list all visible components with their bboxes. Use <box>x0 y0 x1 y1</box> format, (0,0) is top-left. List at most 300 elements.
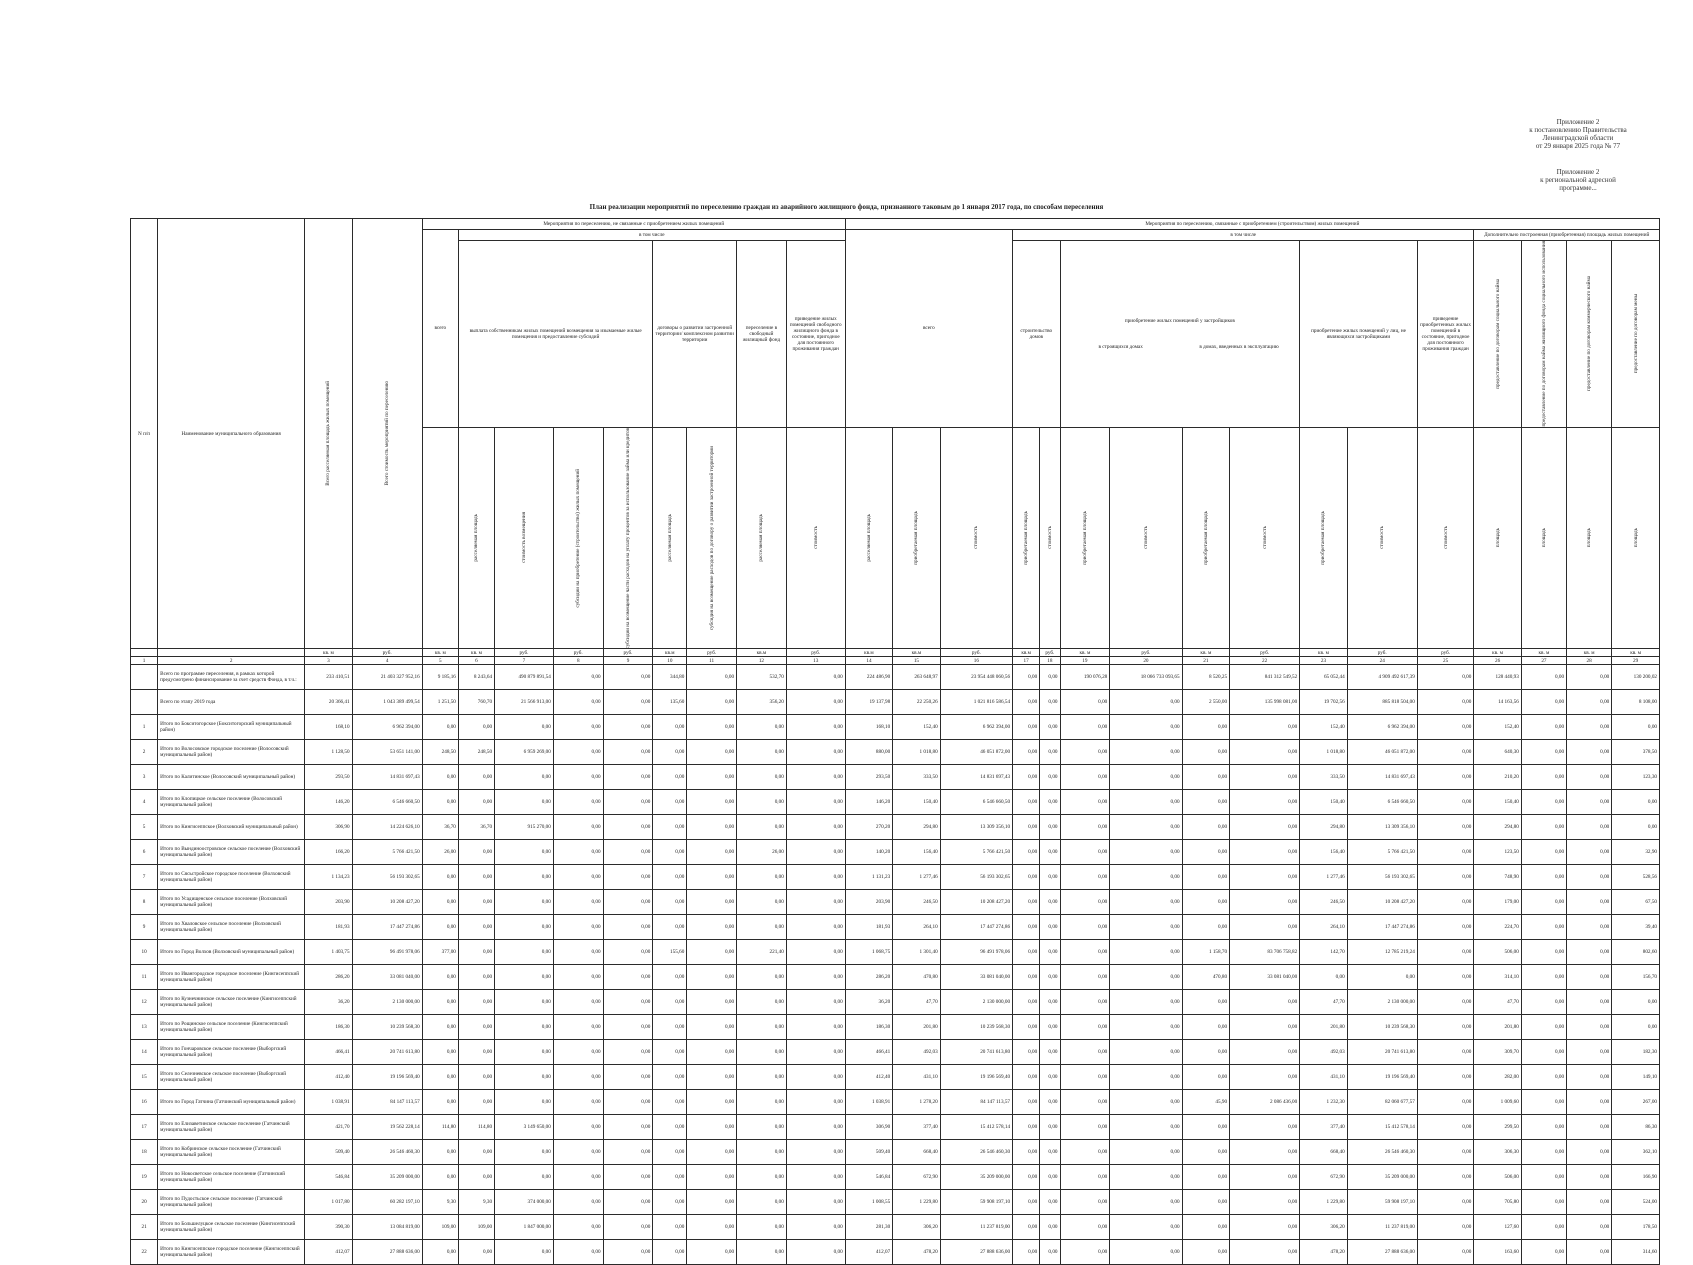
table-row <box>131 690 1660 715</box>
value-cell: 412,40 <box>305 1065 352 1090</box>
value-cell: 0,00 <box>786 1040 845 1065</box>
value-cell: 201,80 <box>1300 1015 1347 1040</box>
value-cell: 0,00 <box>1182 1015 1229 1040</box>
value-cell: 314,10 <box>1474 965 1521 990</box>
value-cell: 0,00 <box>653 1115 687 1140</box>
value-cell: 2 130 000,00 <box>352 990 422 1015</box>
value-cell: 0,00 <box>653 1240 687 1265</box>
value-cell: 0,00 <box>495 990 554 1015</box>
value-cell: 67,50 <box>1612 890 1660 915</box>
value-cell: 0,00 <box>1110 1215 1182 1240</box>
value-cell: 0,00 <box>1110 1065 1182 1090</box>
value-cell: 27 888 636,00 <box>940 1240 1012 1265</box>
value-cell: 123,30 <box>1612 765 1660 790</box>
value-cell: 0,00 <box>603 790 653 815</box>
municipality-name: Итого по Город Волхов (Волховский муниципальный район) <box>158 940 305 965</box>
value-cell: 0,00 <box>1013 715 1040 740</box>
column-number-cell: 15 <box>893 657 940 665</box>
value-cell: 0,00 <box>1013 890 1040 915</box>
value-cell: 0,00 <box>1060 965 1110 990</box>
value-cell: 0,00 <box>553 915 603 940</box>
value-cell: 149,10 <box>1612 1065 1660 1090</box>
value-cell: 0,00 <box>1013 1215 1040 1240</box>
value-cell: 270,20 <box>845 815 892 840</box>
value-cell: 150,40 <box>1474 790 1521 815</box>
value-cell: 19 196 569,40 <box>940 1065 1012 1090</box>
value-cell: 0,00 <box>603 990 653 1015</box>
appendix-line: к постановлению Правительства <box>1529 126 1627 134</box>
value-cell: 163,60 <box>1474 1240 1521 1265</box>
value-cell: 0,00 <box>1182 915 1229 940</box>
value-cell: 0,00 <box>687 990 737 1015</box>
value-cell: 0,00 <box>1230 890 1300 915</box>
value-cell: 0,00 <box>1521 1190 1566 1215</box>
value-cell: 0,00 <box>1182 865 1229 890</box>
row-number: 7 <box>131 865 158 890</box>
column-number-cell: 21 <box>1182 657 1229 665</box>
value-cell: 0,00 <box>737 1165 787 1190</box>
value-cell: 19 196 569,40 <box>352 1065 422 1090</box>
municipality-name: Всего по программе переселения, в рамках которой предусмотрено финансирование за счет средств Фонда, в т.ч.: <box>158 665 305 690</box>
value-cell: 0,00 <box>1230 715 1300 740</box>
value-cell: 1 251,50 <box>422 690 458 715</box>
value-cell: 203,90 <box>845 890 892 915</box>
value-cell: 8 243,64 <box>458 665 494 690</box>
value-cell: 0,00 <box>1013 1190 1040 1215</box>
municipality-name: Итого по Хваловское сельское поселение (Волховский муниципальный район) <box>158 915 305 940</box>
a-payout-header: выплата собственникам жилых помещений возмещения за изымаемые жилые помещения и предоставление субсидий <box>458 241 652 428</box>
value-cell: 0,00 <box>1417 665 1474 690</box>
b-bring-header: приведение приобретенных жилых помещений в состояние, пригодное для постоянного проживания граждан <box>1417 241 1474 428</box>
units-cell: кв.м <box>893 649 940 657</box>
value-cell: 0,00 <box>687 1140 737 1165</box>
value-cell: 0,00 <box>1040 915 1060 940</box>
value-cell: 0,00 <box>553 990 603 1015</box>
column-number-cell: 6 <box>458 657 494 665</box>
value-cell: 281,30 <box>845 1215 892 1240</box>
value-cell: 478,20 <box>1300 1240 1347 1265</box>
value-cell: 0,00 <box>553 1015 603 1040</box>
value-cell: 32,90 <box>1612 840 1660 865</box>
value-cell: 0,00 <box>1230 915 1300 940</box>
value-cell: 0,00 <box>1060 1040 1110 1065</box>
row-number: 11 <box>131 965 158 990</box>
value-cell: 0,00 <box>653 815 687 840</box>
value-cell: 179,00 <box>1474 890 1521 915</box>
value-cell: 0,00 <box>1110 740 1182 765</box>
value-cell: 748,90 <box>1474 865 1521 890</box>
sub-header: стоимость <box>1417 427 1474 649</box>
value-cell: 82 060 677,57 <box>1347 1090 1417 1115</box>
value-cell: 431,10 <box>893 1065 940 1090</box>
a-contract-header: договоры о развитии застроенной территории/ комплексном развитии территории <box>653 241 737 428</box>
table-row <box>131 665 1660 690</box>
value-cell: 0,00 <box>1230 1215 1300 1240</box>
value-cell: 0,00 <box>737 965 787 990</box>
value-cell: 0,00 <box>1013 765 1040 790</box>
value-cell: 0,00 <box>1521 915 1566 940</box>
value-cell: 0,00 <box>1040 740 1060 765</box>
value-cell: 0,00 <box>687 765 737 790</box>
value-cell: 0,00 <box>687 740 737 765</box>
value-cell: 0,00 <box>1230 790 1300 815</box>
program-line: Приложение 2 <box>1556 168 1600 176</box>
value-cell: 0,00 <box>786 840 845 865</box>
value-cell: 0,00 <box>653 840 687 865</box>
value-cell: 86,30 <box>1612 1115 1660 1140</box>
row-number: 14 <box>131 1040 158 1065</box>
value-cell: 36,70 <box>458 815 494 840</box>
row-number: 6 <box>131 840 158 865</box>
value-cell: 0,00 <box>687 1240 737 1265</box>
column-number-cell: 19 <box>1060 657 1110 665</box>
value-cell: 47,70 <box>893 990 940 1015</box>
value-cell: 0,00 <box>653 1165 687 1190</box>
value-cell: 14 831 697,43 <box>352 765 422 790</box>
municipality-name: Итого по Гончаровское сельское поселение (Выборгский муниципальный район) <box>158 1040 305 1065</box>
value-cell: 0,00 <box>1013 815 1040 840</box>
value-cell: 246,50 <box>893 890 940 915</box>
sub-header: приобретаемая площадь <box>893 427 940 649</box>
value-cell: 26 546 460,30 <box>940 1140 1012 1165</box>
value-cell: 45,90 <box>1182 1090 1229 1115</box>
table-row <box>131 1190 1660 1215</box>
column-number-cell: 29 <box>1612 657 1660 665</box>
value-cell: 27 888 636,00 <box>1347 1240 1417 1265</box>
value-cell: 146,20 <box>845 790 892 815</box>
value-cell: 6 962 394,00 <box>352 715 422 740</box>
value-cell: 0,00 <box>1060 1115 1110 1140</box>
value-cell: 0,00 <box>422 865 458 890</box>
value-cell: 0,00 <box>603 965 653 990</box>
value-cell: 0,00 <box>1230 1015 1300 1040</box>
value-cell: 0,00 <box>1040 865 1060 890</box>
value-cell: 33 081 040,00 <box>1230 965 1300 990</box>
value-cell: 333,50 <box>1300 765 1347 790</box>
value-cell: 0,00 <box>737 990 787 1015</box>
municipality-name: Итого по Рощинское сельское поселение (Кингисеппский муниципальный район) <box>158 1015 305 1040</box>
value-cell: 168,10 <box>305 715 352 740</box>
value-cell: 84 147 113,57 <box>940 1090 1012 1115</box>
value-cell: 0,00 <box>1521 1040 1566 1065</box>
value-cell: 0,00 <box>1060 890 1110 915</box>
row-number <box>131 690 158 715</box>
value-cell: 0,00 <box>458 990 494 1015</box>
value-cell: 0,00 <box>603 665 653 690</box>
document-title: План реализации мероприятий по переселению граждан из аварийного жилищного фонда, признанного таковым до 1 января 2017 года, по способам переселения <box>589 203 1104 211</box>
value-cell: 841 312 549,52 <box>1230 665 1300 690</box>
resettlement-plan-table <box>130 218 1660 1265</box>
value-cell: 233 410,51 <box>305 665 352 690</box>
row-number: 18 <box>131 1140 158 1165</box>
value-cell: 9,30 <box>458 1190 494 1215</box>
value-cell: 0,00 <box>1040 790 1060 815</box>
value-cell: 0,00 <box>603 1015 653 1040</box>
value-cell: 0,00 <box>553 840 603 865</box>
value-cell: 0,00 <box>1230 815 1300 840</box>
value-cell: 152,40 <box>1474 715 1521 740</box>
value-cell: 0,00 <box>1182 715 1229 740</box>
value-cell: 20 741 613,80 <box>1347 1040 1417 1065</box>
value-cell: 0,00 <box>1060 740 1110 765</box>
col-area-header: Всего расселяемая площадь жилых помещений <box>305 219 352 649</box>
sub-header: приобретаемая площадь <box>1013 427 1040 649</box>
value-cell: 56 193 302,65 <box>352 865 422 890</box>
table-row <box>131 740 1660 765</box>
value-cell: 33 081 040,00 <box>940 965 1012 990</box>
value-cell: 0,00 <box>1040 690 1060 715</box>
value-cell: 0,00 <box>1182 1140 1229 1165</box>
value-cell: 0,00 <box>458 1140 494 1165</box>
value-cell: 2 130 000,00 <box>940 990 1012 1015</box>
column-number-cell: 22 <box>1230 657 1300 665</box>
value-cell: 10 239 568,30 <box>1347 1015 1417 1040</box>
value-cell: 0,00 <box>1567 665 1612 690</box>
value-cell: 0,00 <box>687 1215 737 1240</box>
value-cell: 190 076,28 <box>1060 665 1110 690</box>
value-cell: 0,00 <box>737 1040 787 1065</box>
program-line: к региональной адресной программе... <box>1540 176 1616 192</box>
value-cell: 0,00 <box>1417 815 1474 840</box>
value-cell: 293,50 <box>305 765 352 790</box>
value-cell: 53 651 141,00 <box>352 740 422 765</box>
value-cell: 0,00 <box>1040 1115 1060 1140</box>
units-cell <box>131 649 158 657</box>
value-cell: 0,00 <box>1110 965 1182 990</box>
value-cell: 15 412 578,14 <box>1347 1115 1417 1140</box>
value-cell: 0,00 <box>458 915 494 940</box>
b-from-persons-header: приобретение жилых помещений у лиц, не являющихся застройщиками <box>1300 241 1418 428</box>
value-cell: 0,00 <box>1013 1015 1040 1040</box>
value-cell: 19 137,98 <box>845 690 892 715</box>
value-cell: 0,00 <box>458 865 494 890</box>
value-cell: 150,40 <box>893 790 940 815</box>
value-cell: 0,00 <box>737 1190 787 1215</box>
value-cell: 0,00 <box>1521 1115 1566 1140</box>
value-cell: 0,00 <box>1567 1065 1612 1090</box>
table-row <box>131 865 1660 890</box>
value-cell: 0,00 <box>1521 840 1566 865</box>
appendix-header <box>1523 118 1633 150</box>
b-in-progress-label: в строящихся домах <box>1098 343 1143 350</box>
value-cell: 0,00 <box>653 740 687 765</box>
value-cell: 0,00 <box>653 965 687 990</box>
column-number-cell: 2 <box>158 657 305 665</box>
row-number: 21 <box>131 1215 158 1240</box>
value-cell: 0,00 <box>737 1015 787 1040</box>
value-cell: 0,00 <box>1060 1240 1110 1265</box>
value-cell: 0,00 <box>1060 1215 1110 1240</box>
value-cell: 0,00 <box>1060 765 1110 790</box>
value-cell: 0,00 <box>1013 840 1040 865</box>
extra-3-header: предоставление по договорам коммерческого найма <box>1567 241 1612 428</box>
row-number: 22 <box>131 1240 158 1265</box>
value-cell: 246,50 <box>1300 890 1347 915</box>
extra-group-header: Дополнительно построенная (приобретенная) площадь жилых помещений <box>1474 230 1660 241</box>
units-cell: руб. <box>352 649 422 657</box>
row-number: 13 <box>131 1015 158 1040</box>
value-cell: 0,00 <box>1417 1065 1474 1090</box>
appendix-line: Приложение 2 <box>1556 118 1600 126</box>
value-cell: 0,00 <box>495 1165 554 1190</box>
value-cell: 0,00 <box>687 1065 737 1090</box>
value-cell: 0,00 <box>737 765 787 790</box>
value-cell: 0,00 <box>737 1090 787 1115</box>
value-cell: 0,00 <box>1060 1015 1110 1040</box>
col-cost-header: Всего стоимость мероприятий по переселению <box>352 219 422 649</box>
value-cell: 0,00 <box>553 1065 603 1090</box>
value-cell: 0,00 <box>737 890 787 915</box>
value-cell: 0,00 <box>1060 940 1110 965</box>
value-cell: 35 209 000,00 <box>352 1165 422 1190</box>
value-cell: 0,00 <box>1417 890 1474 915</box>
value-cell: 0,00 <box>1417 1015 1474 1040</box>
value-cell: 8 108,00 <box>1612 690 1660 715</box>
value-cell: 39,40 <box>1612 915 1660 940</box>
column-number-cell: 13 <box>786 657 845 665</box>
value-cell: 0,00 <box>1417 1190 1474 1215</box>
value-cell: 0,00 <box>786 715 845 740</box>
table-row <box>131 1115 1660 1140</box>
value-cell: 0,00 <box>1417 1140 1474 1165</box>
value-cell: 0,00 <box>737 1215 787 1240</box>
units-cell: кв.м <box>845 649 892 657</box>
value-cell: 0,00 <box>422 965 458 990</box>
column-number-cell: 18 <box>1040 657 1060 665</box>
value-cell: 640,30 <box>1474 740 1521 765</box>
value-cell: 59 908 197,10 <box>1347 1190 1417 1215</box>
value-cell: 0,00 <box>1013 865 1040 890</box>
sub-header: стоимость возмещения <box>495 427 554 649</box>
municipality-name: Итого по Усадищенское сельское поселение (Волховский муниципальный район) <box>158 890 305 915</box>
value-cell: 10 208 427,20 <box>352 890 422 915</box>
value-cell: 264,10 <box>1300 915 1347 940</box>
value-cell: 0,00 <box>786 1165 845 1190</box>
units-cell: кв.м <box>1013 649 1040 657</box>
value-cell: 0,00 <box>495 1140 554 1165</box>
value-cell: 0,00 <box>1230 740 1300 765</box>
value-cell: 0,00 <box>1060 815 1110 840</box>
value-cell: 2 086 436,00 <box>1230 1090 1300 1115</box>
value-cell: 0,00 <box>1417 1240 1474 1265</box>
value-cell: 14 224 626,10 <box>352 815 422 840</box>
value-cell: 26,00 <box>737 840 787 865</box>
value-cell: 492,03 <box>1300 1040 1347 1065</box>
value-cell: 0,00 <box>1040 890 1060 915</box>
value-cell: 412,07 <box>305 1240 352 1265</box>
value-cell: 490 879 891,54 <box>495 665 554 690</box>
value-cell: 36,20 <box>305 990 352 1015</box>
row-number: 8 <box>131 890 158 915</box>
value-cell: 27 888 636,00 <box>352 1240 422 1265</box>
value-cell: 0,00 <box>786 940 845 965</box>
value-cell: 156,70 <box>1612 965 1660 990</box>
value-cell: 0,00 <box>687 965 737 990</box>
value-cell: 0,00 <box>458 715 494 740</box>
value-cell: 0,00 <box>1060 865 1110 890</box>
value-cell: 0,00 <box>1230 1165 1300 1190</box>
value-cell: 0,00 <box>1060 1090 1110 1115</box>
value-cell: 35 209 000,00 <box>940 1165 1012 1190</box>
column-number-cell: 14 <box>845 657 892 665</box>
value-cell: 0,00 <box>1567 1040 1612 1065</box>
row-number: 9 <box>131 915 158 940</box>
value-cell: 0,00 <box>1040 815 1060 840</box>
value-cell: 36,20 <box>845 990 892 1015</box>
value-cell: 0,00 <box>603 715 653 740</box>
row-number: 20 <box>131 1190 158 1215</box>
value-cell: 546,84 <box>305 1165 352 1190</box>
value-cell: 0,00 <box>1230 840 1300 865</box>
value-cell: 46 051 872,00 <box>940 740 1012 765</box>
value-cell: 0,00 <box>1040 990 1060 1015</box>
value-cell: 0,00 <box>458 1165 494 1190</box>
value-cell: 470,80 <box>893 965 940 990</box>
value-cell: 0,00 <box>422 1165 458 1190</box>
value-cell: 0,00 <box>653 890 687 915</box>
value-cell: 0,00 <box>458 765 494 790</box>
column-number-cell: 5 <box>422 657 458 665</box>
value-cell: 0,00 <box>1182 890 1229 915</box>
units-cell: руб. <box>1230 649 1300 657</box>
table-row <box>131 1015 1660 1040</box>
value-cell: 0,00 <box>786 1065 845 1090</box>
value-cell: 0,00 <box>1567 840 1612 865</box>
value-cell: 0,00 <box>1110 1115 1182 1140</box>
value-cell: 0,00 <box>422 890 458 915</box>
value-cell: 4 909 492 617,39 <box>1347 665 1417 690</box>
value-cell: 0,00 <box>1110 815 1182 840</box>
units-cell: кв. м <box>1060 649 1110 657</box>
value-cell: 0,00 <box>1230 1065 1300 1090</box>
value-cell: 0,00 <box>1521 715 1566 740</box>
sub-header: расселяемая площадь <box>653 427 687 649</box>
sub-header: субсидии на приобретение (строительство) жилых помещений <box>553 427 603 649</box>
value-cell: 15 412 578,14 <box>940 1115 1012 1140</box>
value-cell: 0,00 <box>687 715 737 740</box>
value-cell: 0,00 <box>737 865 787 890</box>
row-number: 5 <box>131 815 158 840</box>
value-cell: 0,00 <box>603 1190 653 1215</box>
value-cell: 9 185,16 <box>422 665 458 690</box>
value-cell: 0,00 <box>653 1040 687 1065</box>
value-cell: 760,70 <box>458 690 494 715</box>
value-cell: 123,50 <box>1474 840 1521 865</box>
value-cell: 0,00 <box>1060 840 1110 865</box>
value-cell: 0,00 <box>1567 1015 1612 1040</box>
value-cell: 0,00 <box>687 1015 737 1040</box>
value-cell: 203,90 <box>305 890 352 915</box>
value-cell: 0,00 <box>1521 1165 1566 1190</box>
value-cell: 0,00 <box>1417 840 1474 865</box>
group-a-sub-header: в том числе <box>458 230 845 241</box>
value-cell: 0,00 <box>1567 1215 1612 1240</box>
value-cell: 0,00 <box>786 1215 845 1240</box>
value-cell: 0,00 <box>1040 1040 1060 1065</box>
value-cell: 0,00 <box>1521 1015 1566 1040</box>
value-cell: 0,00 <box>653 715 687 740</box>
appendix-line: Ленинградской области <box>1542 134 1614 142</box>
value-cell: 314,60 <box>1612 1240 1660 1265</box>
value-cell: 0,00 <box>603 1065 653 1090</box>
value-cell: 0,00 <box>553 1240 603 1265</box>
units-cell: руб. <box>495 649 554 657</box>
value-cell: 1 128,50 <box>305 740 352 765</box>
value-cell: 1 038,91 <box>305 1090 352 1115</box>
municipality-name: Итого по Большелуцкое сельское поселение (Кингисеппский муниципальный район) <box>158 1215 305 1240</box>
value-cell: 0,00 <box>422 1140 458 1165</box>
municipality-name: Итого по Елизаветинское сельское поселение (Гатчинский муниципальный район) <box>158 1115 305 1140</box>
